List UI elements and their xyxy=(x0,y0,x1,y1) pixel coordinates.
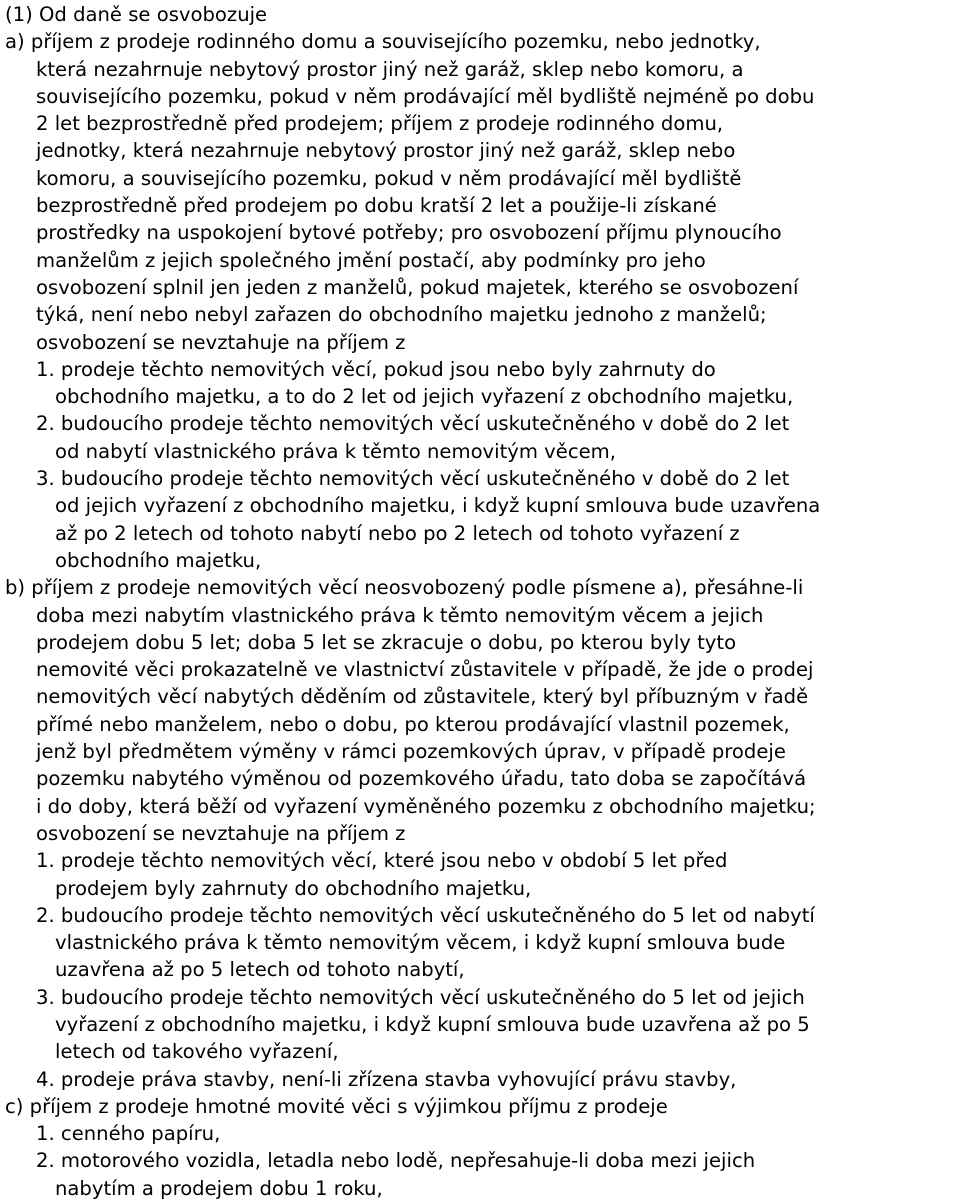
item-line: vyřazení z obchodního majetku, i když kupní smlouva bude uzavřena až po 5 xyxy=(55,1012,810,1036)
section-b xyxy=(0,574,960,1093)
item-line: uzavřena až po 5 letech od tohoto nabytí, xyxy=(55,958,465,982)
section-b-line: osvobození se nevztahuje na příjem z xyxy=(36,821,406,845)
item-line: prodejem byly zahrnuty do obchodního majetku, xyxy=(55,876,532,900)
section-a-line: souvisejícího pozemku, pokud v něm prodávající měl bydliště nejméně po dobu xyxy=(36,84,815,108)
section-a-line: osvobození se nevztahuje na příjem z xyxy=(36,330,406,354)
section-b-item-3 xyxy=(0,984,960,1066)
section-b-item-4 xyxy=(0,1066,960,1093)
item-line: obchodního majetku, xyxy=(55,548,262,572)
item-line: 1. prodeje těchto nemovitých věcí, které jsou nebo v období 5 let před xyxy=(36,849,728,873)
item-line: 4. prodeje práva stavby, není-li zřízena stavba vyhovující právu stavby, xyxy=(36,1067,737,1091)
section-c-item-1 xyxy=(0,1120,960,1147)
section-a-line: která nezahrnuje nebytový prostor jiný než garáž, sklep nebo komoru, a xyxy=(36,57,744,81)
item-line: od jejich vyřazení z obchodního majetku, i když kupní smlouva bude uzavřena xyxy=(55,494,821,518)
item-line: 1. prodeje těchto nemovitých věcí, pokud jsou nebo byly zahrnuty do xyxy=(36,357,716,381)
paragraph-heading: (1) Od daně se osvobozuje xyxy=(5,3,268,26)
item-line: vlastnického práva k těmto nemovitým věcem, i když kupní smlouva bude xyxy=(55,931,786,955)
section-b-line: nemovité věci prokazatelně ve vlastnictví zůstavitele v případě, že jde o prodej xyxy=(36,658,814,682)
section-b-line: i do doby, která běží od vyřazení vyměněného pozemku z obchodního majetku; xyxy=(36,794,816,818)
section-b-line: doba mezi nabytím vlastnického práva k těmto nemovitým věcem a jejich xyxy=(36,603,764,627)
item-line: 3. budoucího prodeje těchto nemovitých věcí uskutečněného do 5 let od jejich xyxy=(36,985,805,1009)
item-line: 2. budoucího prodeje těchto nemovitých věcí uskutečněného v době do 2 let xyxy=(36,412,790,436)
item-line: od nabytí vlastnického práva k těmto nemovitým věcem, xyxy=(55,439,616,463)
item-line: 3. budoucího prodeje těchto nemovitých věcí uskutečněného v době do 2 let xyxy=(36,467,790,491)
item-line: 1. cenného papíru, xyxy=(36,1122,221,1146)
item-line: nabytím a prodejem dobu 1 roku, xyxy=(55,1176,383,1200)
section-a-line: manželům z jejich společného jmění postačí, aby podmínky pro jeho xyxy=(36,248,706,272)
section-b-item-1 xyxy=(0,847,960,902)
section-a-line: komoru, a souvisejícího pozemku, pokud v něm prodávající měl bydliště xyxy=(36,166,742,190)
item-line: obchodního majetku, a to do 2 let od jejich vyřazení z obchodního majetku, xyxy=(55,385,794,409)
item-line: letech od takového vyřazení, xyxy=(55,1040,339,1064)
section-a-item-3 xyxy=(0,465,960,574)
item-line: 2. motorového vozidla, letadla nebo lodě, nepřesahuje-li doba mezi jejich xyxy=(36,1149,756,1173)
section-a-line: 2 let bezprostředně před prodejem; příjem z prodeje rodinného domu, xyxy=(36,112,724,136)
legal-document xyxy=(0,1,960,1202)
section-a xyxy=(0,28,960,574)
section-b-line: b) příjem z prodeje nemovitých věcí neosvobozený podle písmene a), přesáhne-li xyxy=(5,576,804,600)
section-b-item-2 xyxy=(0,902,960,984)
section-a-item-1 xyxy=(0,356,960,411)
section-b-line: přímé nebo manželem, nebo o dobu, po kterou prodávající vlastnil pozemek, xyxy=(36,712,790,736)
section-b-line: prodejem dobu 5 let; doba 5 let se zkracuje o dobu, po kterou byly tyto xyxy=(36,630,737,654)
section-c xyxy=(0,1093,960,1202)
section-c-item-2 xyxy=(0,1147,960,1202)
section-b-line: jenž byl předmětem výměny v rámci pozemkových úprav, v případě prodeje xyxy=(36,740,786,764)
section-b-line: pozemku nabytého výměnou od pozemkového úřadu, tato doba se započítává xyxy=(36,767,807,791)
section-b-line: nemovitých věcí nabytých děděním od zůstavitele, který byl příbuzným v řadě xyxy=(36,685,809,709)
item-line: až po 2 letech od tohoto nabytí nebo po 2 letech od tohoto vyřazení z xyxy=(55,521,740,545)
section-a-item-2 xyxy=(0,410,960,465)
section-c-line: c) příjem z prodeje hmotné movité věci s výjimkou příjmu z prodeje xyxy=(5,1094,668,1118)
section-a-line: a) příjem z prodeje rodinného domu a souvisejícího pozemku, nebo jednotky, xyxy=(5,30,761,54)
section-a-line: prostředky na uspokojení bytové potřeby; pro osvobození příjmu plynoucího xyxy=(36,221,782,245)
section-a-line: týká, není nebo nebyl zařazen do obchodního majetku jednoho z manželů; xyxy=(36,303,767,327)
section-a-line: jednotky, která nezahrnuje nebytový prostor jiný než garáž, sklep nebo xyxy=(36,139,736,163)
section-a-line: bezprostředně před prodejem po dobu kratší 2 let a použije-li získané xyxy=(36,194,717,218)
item-line: 2. budoucího prodeje těchto nemovitých věcí uskutečněného do 5 let od nabytí xyxy=(36,903,815,927)
section-a-line: osvobození splnil jen jeden z manželů, pokud majetek, kterého se osvobození xyxy=(36,275,799,299)
